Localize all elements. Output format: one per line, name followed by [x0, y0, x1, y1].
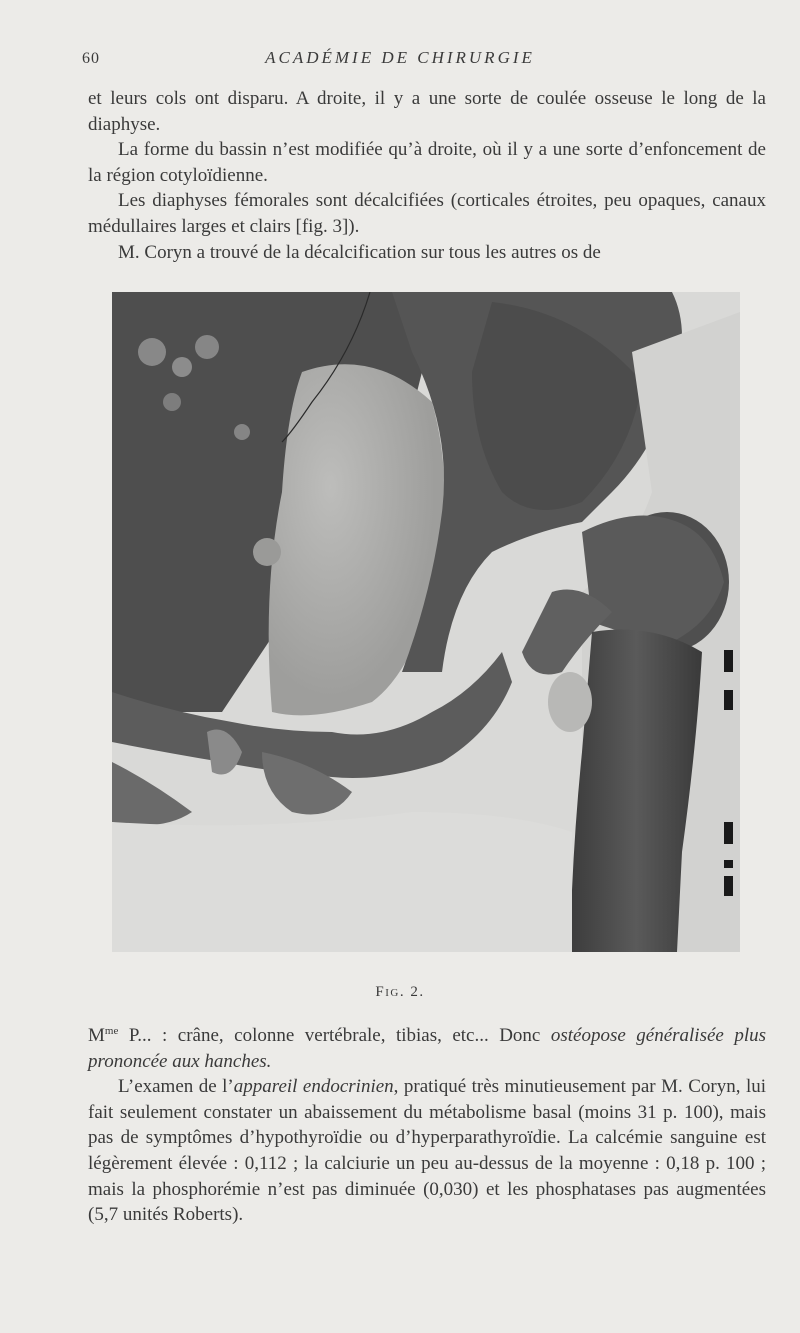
text-span: L’examen de l’	[118, 1076, 234, 1098]
top-text-block	[88, 86, 766, 265]
text-span: P... : crâne, colonne vertébrale, tibias, etc... Donc	[118, 1025, 551, 1046]
paragraph: La forme du bassin n’est modifiée qu’à droite, où il y a une sorte d’enfoncement de la région cotyloïdienne.	[88, 139, 766, 186]
paragraph	[88, 1019, 766, 1074]
xray-figure	[112, 292, 740, 952]
paragraph: Les diaphyses fémorales sont décalcifiées (corticales étroites, peu opaques, canaux médullaires larges et clairs [fig. 3]).	[88, 190, 766, 237]
page-number: 60	[82, 50, 100, 67]
bottom-text-block	[88, 1019, 766, 1228]
text-span: , pratiqué très minutieusement par M. Coryn, lui fait seulement constater un abaissement du métabolisme basal (moins 31 p. 100), mais pas de symptômes d’hypothyroïdie ou d’hyperparathyroïdie. La calcémie sanguine est légèrement élevée : 0,112 ; la calciurie un peu au-dessus de la moyenne : 0,18 p. 100 ; mais la phosphorémie n’est pas diminuée (0,030) et les phosphatases pas augmentées (5,7 unités Roberts).	[88, 1076, 766, 1226]
running-head: ACADÉMIE DE CHIRURGIE	[265, 48, 535, 67]
paragraph	[88, 1074, 766, 1228]
paragraph: et leurs cols ont disparu. A droite, il y a une sorte de coulée osseuse le long de la diaphyse.	[88, 88, 766, 135]
italic-text: ostéopose généralisée plus prononcée aux hanches.	[88, 1025, 767, 1072]
xray-image	[112, 292, 740, 952]
figure-caption: Fig. 2.	[375, 984, 425, 1000]
italic-text: appareil endocrinien	[233, 1076, 394, 1098]
text-span: M	[88, 1025, 105, 1046]
superscript: me	[104, 1025, 119, 1037]
paragraph: M. Coryn a trouvé de la décalcification sur tous les autres os de	[118, 241, 601, 263]
